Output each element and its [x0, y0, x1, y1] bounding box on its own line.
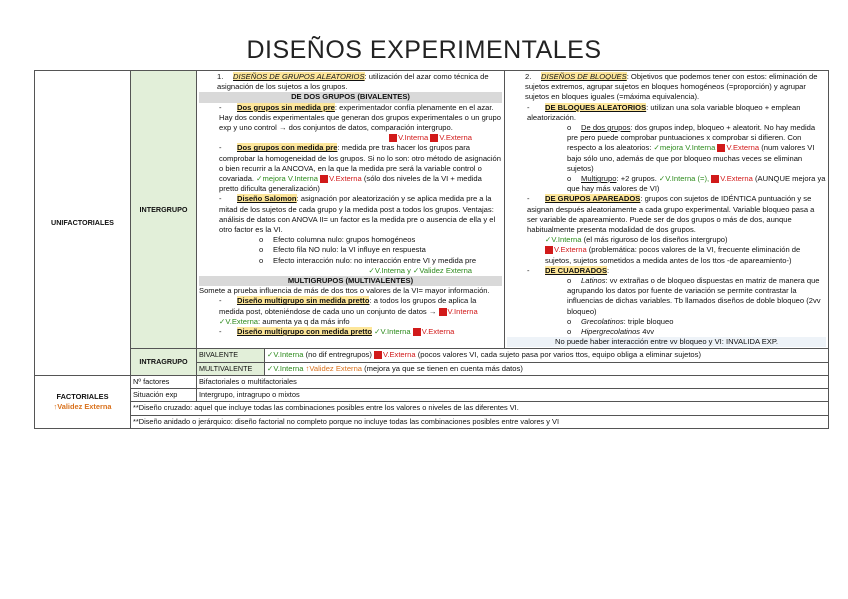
- minus-box-icon: [430, 134, 438, 142]
- item-salomon: - Diseño Salomon: asignación por aleatorización y se aplica medida pre a la mitad de los sujetos de cada grupo y la medida post a todos los grupos. Ventajas: análisis de datos con ANOVA II= un factor es la medida pre o ausencia de ella y el otro factor es la VI.: [219, 194, 496, 235]
- sub-item-multigroup: o Multigrupo: +2 grupos. ✓V.Interna (=), V.Externa (AUNQUE mejora ya que hay más valores de VI): [567, 174, 826, 194]
- sub-item: o Efecto interacción nulo: no interacción entre VI y medida pre: [259, 255, 477, 265]
- left-column-cell: [197, 71, 505, 349]
- minus-box-icon: [320, 175, 328, 183]
- minus-box-icon: [545, 246, 553, 254]
- subheading-multigroups: MULTIGRUPOS (MULTIVALENTES): [199, 276, 502, 286]
- subheading-two-groups: DE DOS GRUPOS (BIVALENTES): [199, 92, 502, 102]
- minus-box-icon: [413, 328, 421, 336]
- multivalente-label: MULTIVALENTE: [197, 362, 265, 375]
- factors-value: Bifactoriales o multifactoriales: [197, 375, 829, 388]
- blocks-title: DISEÑOS DE BLOQUES: [541, 72, 627, 81]
- factors-label: Nº factores: [131, 375, 197, 388]
- minus-box-icon: [389, 134, 397, 142]
- item-with-pre: - Dos grupos con medida pre: medida pre tras hacer los grupos para comprobar la homogeneidad de los grupos. Si no lo son: otro método de asignación o bien recurrir a la ANCOVA, en la que la medida pre será la variable control o covariada. ✓mejora V.Interna V.Externa (sólo dos niveles de la VI + medida pretto dificulta generalización): [219, 143, 501, 194]
- situation-label: Situación exp: [131, 389, 197, 402]
- designs-table: [34, 70, 829, 429]
- page-title: DISEÑOS EXPERIMENTALES: [246, 36, 602, 64]
- minus-box-icon: [439, 308, 447, 316]
- sub-item-hyper: o Hipergrecolatinos 4vv: [567, 327, 655, 337]
- minus-box-icon: [711, 175, 719, 183]
- heading-blocks: 2. DISEÑOS DE BLOQUES: Objetivos que podemos tener con estos: eliminación de sujetos extremos, agrupar sujetos en bloques homogéneos (=proporción) y agrupar sujetos en bloques iguales (=máxima equivalencia).: [525, 72, 818, 102]
- random-groups-title: DISEÑOS DE GRUPOS ALEATORIOS: [233, 72, 365, 81]
- multigroup-intro: Somete a prueba influencia de más de dos ttos o valores de la VI= mayor información.: [199, 286, 490, 296]
- bivalente-cell: ✓V.Interna (no dif entregrupos) V.Externa (pocos valores VI, cada sujeto pasa por varios ttos, equipo obliga a eliminar sujetos): [265, 349, 829, 362]
- validity-no-pre: V.Interna V.Externa: [199, 133, 502, 143]
- validity-salomon: ✓V.Interna y ✓Validez Externa: [368, 265, 473, 275]
- sub-item: o Efecto fila NO nulo: la VI influye en respuesta: [259, 245, 426, 255]
- situation-value: Intergrupo, intragrupo o mixtos: [197, 389, 829, 402]
- item-squares: - DE CUADRADOS:: [527, 265, 610, 275]
- interaction-note: No puede haber interacción entre vv bloqueo y VI: INVALIDA EXP.: [507, 337, 826, 347]
- crossed-design-note: **Diseño cruzado: aquel que incluye todas las combinaciones posibles entre los valores o niveles de las diferentes VI.: [131, 402, 829, 415]
- unifactoriales-label: UNIFACTORIALES: [35, 71, 131, 376]
- paired-external: V.Externa (problemática: pocos valores de la VI, frecuente eliminación de sujetos, sujetos sometidos a medida antes de los ttos -de apareamiento-): [545, 245, 801, 265]
- minus-box-icon: [374, 351, 382, 359]
- paired-internal: ✓V.Interna (el más riguroso de los diseños intergrupo): [545, 235, 728, 245]
- heading-random-groups: 1. DISEÑOS DE GRUPOS ALEATORIOS: utilización del azar como técnica de asignación de los sujetos a los grupos.: [217, 72, 489, 92]
- multivalente-cell: ✓V.Interna ↑Validez Externa (mejora ya que se tienen en cuenta más datos): [265, 362, 829, 375]
- validez-externa-label: ↑Validez Externa: [53, 401, 112, 411]
- sub-item-two-groups: o De dos grupos: dos grupos indep, bloqueo + aleatorit. No hay medida pre pero puede comprobar puntuaciones x comprobar si difieren. Con respecto a los aleatorios: ✓mejora V.Interna V.Externa (num valores VI bajo sólo uno, además de que por bloqueo muchas veces se eliminan sujetos): [567, 123, 816, 173]
- nested-design-note: **Diseño anidado o jerárquico: diseño factorial no completo porque no incluye todas las combinaciones posibles entre valores y VI: [131, 415, 829, 428]
- item-no-pre: - Dos grupos sin medida pre: experimentador confía plenamente en el azar. Hay dos condis experimentales que generan dos grupos experimentales o un grupo exp y uno control → dos conjuntos de datos, comparación intergrupo.: [219, 102, 501, 133]
- intergrupo-label: INTERGRUPO: [131, 71, 197, 349]
- item-multi-no-pre: - Diseño multigrupo sin medida pretto: a todos los grupos de aplica la medida post, obteniéndose de cada uno un conjunto de datos → V.Interna ✓V.Externa: aumenta ya q da más info: [219, 296, 478, 326]
- sub-item: o Efecto columna nulo: grupos homogéneos: [259, 235, 416, 245]
- minus-box-icon: [717, 144, 725, 152]
- sub-item-latin: o Latinos: vv extrañas o de bloqueo dispuestas en matriz de manera que agrupando los datos por fuente de variación se permite contrastar la influencias de dichas variables. Tb llamados diseños de doble bloqueo (2vv bloqueo): [567, 276, 821, 316]
- bivalente-label: BIVALENTE: [197, 349, 265, 362]
- item-multi-with-pre: - Diseño multigrupo con medida pretto ✓V.Interna V.Externa: [219, 327, 455, 337]
- right-column-cell: [505, 71, 829, 349]
- sub-item-greco: o Grecolatinos: triple bloqueo: [567, 316, 674, 326]
- item-random-blocks: - DE BLOQUES ALEATORIOS: utilizan una sola variable bloqueo + emplean aleatorización.: [527, 102, 801, 122]
- item-paired-groups: - DE GRUPOS APAREADOS: grupos con sujetos de IDÉNTICA puntuación y se asignan después aleatoriamente a cada grupo experimental. Variable bloqueo pasa a ser variable de apareamiento. Puede ser de dos grupos o más de dos, aunque habitualmente presenta modalidad de dos grupos.: [527, 194, 815, 235]
- factoriales-label: FACTORIALES ↑Validez Externa: [35, 375, 131, 428]
- intragrupo-label: INTRAGRUPO: [131, 349, 197, 375]
